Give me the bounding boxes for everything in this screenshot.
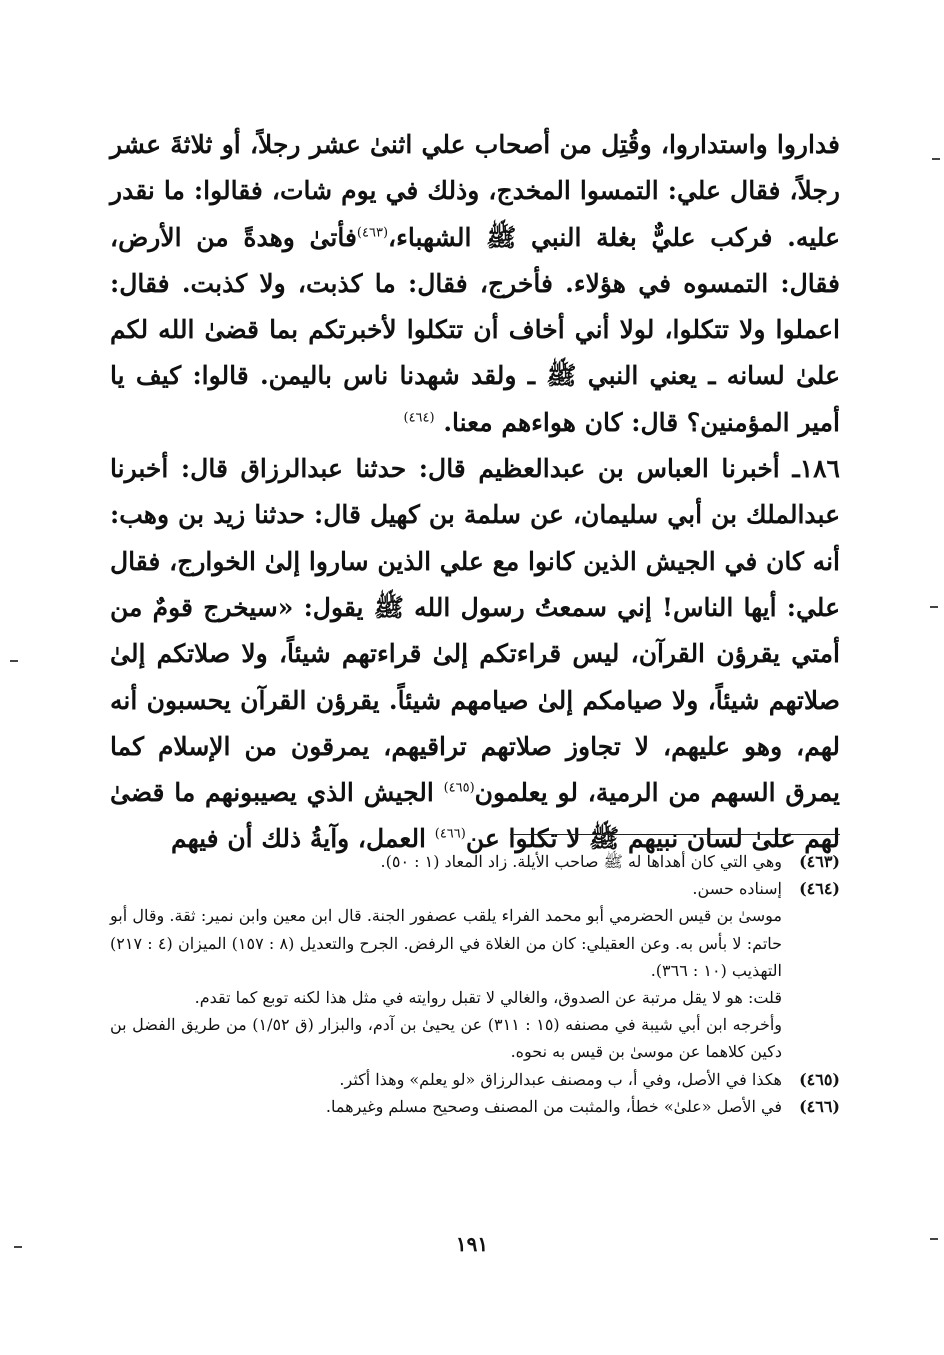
main-paragraph-2: [110, 446, 840, 863]
main-text-block: [110, 122, 840, 863]
footnote-464-para-1: موسىٰ بن قيس الحضرمي أبو محمد الفراء يلقب عصفور الجنة. قال ابن معين وابن نمير: ثقة. وقال أبو حاتم: لا بأس به. وعن العقيلي: كان من الغلاة في الرفض. الجرح والتعديل (٨ : ١٥٧) الميزان (٤ : ٢١٧) التهذيب (١٠ : ٣٦٦).: [110, 906, 783, 980]
margin-mark: [930, 1238, 938, 1240]
footnote-number: (٤٦٣): [799, 852, 840, 871]
footnote-464-para-3: وأخرجه ابن أبي شيبة في مصنفه (١٥ : ٣١١) عن يحيىٰ بن آدم، والبزار (ق ١/٥٢) من طريق الفضل بن دكين كلاهما عن موسىٰ بن قيس به نحوه.: [110, 1015, 783, 1062]
footnote-ref-463: (٤٦٣): [356, 225, 389, 241]
footnote-number: (٤٦٦): [799, 1096, 840, 1116]
footnote-text: في الأصل «علىٰ» خطأ، والمثبت من المصنف وصحيح مسلم وغيرهما.: [325, 1096, 782, 1116]
main-paragraph-2-text-b: الجيش الذي يصيبونهم ما قضىٰ لهم علىٰ لسان نبيهم ﷺ لا تكلوا عن: [110, 778, 840, 854]
page-number: ١٩١: [455, 1232, 489, 1256]
footnote-text: وهي التي كان أهداها له ﷺ صاحب الأيلة. زاد المعاد (١ : ٥٠).: [380, 852, 782, 871]
footnote-number: (٤٦٤): [799, 879, 840, 899]
main-paragraph-2-text-c: العمل، وآيةُ ذلك أن فيهم: [170, 824, 427, 854]
main-paragraph-1-text-b: فأتىٰ وهدةً من الأرض، فقال: التمسوه في هؤلاء. فأخرج، فقال: ما كذبت، ولا كذبت. فقال: اعملوا ولا تتكلوا، لولا أني أخاف أن تتكلوا لأخبرتكم بما قضىٰ الله لكم علىٰ لسانه ـ يعني النبي ﷺ ـ ولقد شهدنا ناس باليمن. قالوا: كيف يا أمير المؤمنين؟ قال: كان هواءهم معنا.: [110, 222, 840, 437]
footnote-466: [110, 1093, 840, 1120]
footnote-divider: [510, 834, 840, 835]
footnotes-block: [110, 848, 840, 1120]
footnote-ref-464: (٤٦٤): [403, 410, 435, 426]
footnote-464: [110, 875, 840, 902]
hadith-number: ١٨٦ـ: [792, 454, 840, 484]
margin-mark: [14, 1246, 22, 1248]
footnote-ref-465: (٤٦٥): [443, 780, 475, 796]
main-paragraph-2-text-a: أخبرنا العباس بن عبدالعظيم قال: حدثنا عبدالرزاق قال: أخبرنا عبدالملك بن أبي سليمان، عن سلمة بن كهيل قال: حدثنا زيد بن وهب: أنه كان في الجيش الذين كانوا مع علي الذين ساروا إلىٰ الخوارج، فقال علي: أيها الناس! إني سمعتُ رسول الله ﷺ يقول: «سيخرج قومٌ من أمتي يقرؤن القرآن، ليس قراءتكم إلىٰ قراءتهم شيئاً، ولا صلاتكم إلىٰ صلاتهم شيئاً، ولا صيامكم إلىٰ صيامهم شيئاً. يقرؤن القرآن يحسبون أنه لهم، وهو عليهم، لا تجاوز صلاتهم تراقيهم، يمرقون من الإسلام كما يمرق السهم من الرمية، لو يعلمون: [110, 454, 840, 808]
margin-mark: [10, 660, 18, 662]
footnote-ref-466: (٤٦٦): [434, 827, 466, 843]
footnote-text: إسناده حسن.: [692, 879, 782, 899]
footnote-number: (٤٦٥): [799, 1069, 840, 1089]
footnote-465: [110, 1066, 840, 1093]
main-paragraph-1-text-a: فداروا واستداروا، وقُتِل من أصحاب علي اثنىٰ عشر رجلاً، أو ثلاثةَ عشر رجلاً، فقال علي: التمسوا المخدج، وذلك في يوم شات، فقالوا: ما نقدر عليه. فركب عليٌّ بغلة النبي ﷺ الشهباء،: [110, 130, 840, 252]
margin-mark: [930, 606, 938, 608]
main-paragraph-1: [110, 122, 840, 446]
footnote-text: هكذا في الأصل، وفي أ، ب ومصنف عبدالرزاق «لو يعلم» وهذا أكثر.: [339, 1069, 782, 1089]
footnote-464-para-2: قلت: هو لا يقل مرتبة عن الصدوق، والغالي لا تقبل روايته في مثل هذا لكنه توبع كما تقدم.: [194, 988, 782, 1008]
footnote-463: [110, 848, 840, 875]
margin-mark: [932, 158, 940, 160]
